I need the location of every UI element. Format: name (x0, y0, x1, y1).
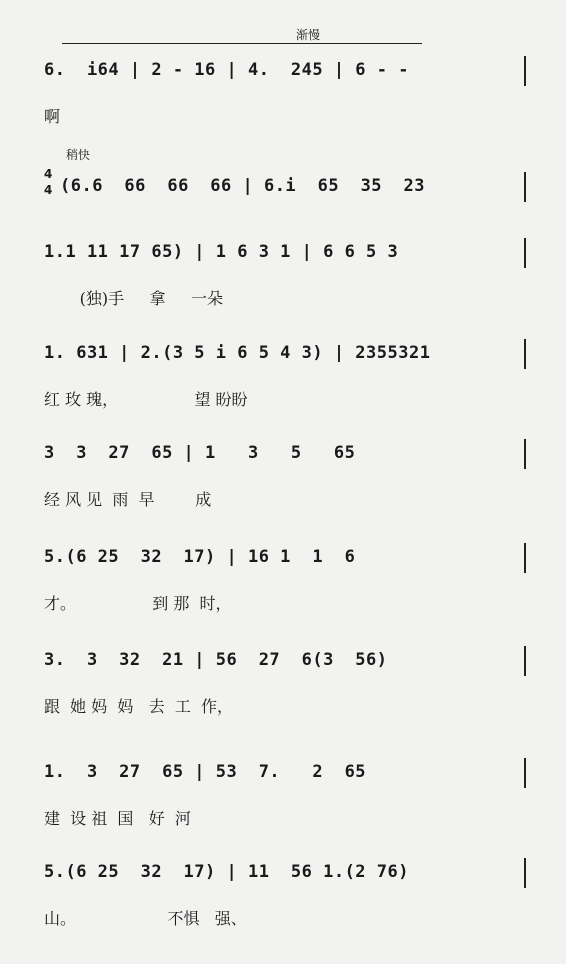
notes-row-6: 5.(6 25 32 17) | 16 1 1 6 (44, 547, 367, 567)
expression-rit: 渐慢 (296, 28, 321, 42)
barline-end (524, 439, 526, 469)
lyrics-row-6: 才。 到 那 时， (44, 594, 232, 613)
lyrics-row-5: 经 风 见 雨 早 成 (44, 490, 212, 509)
expression-tempo: 稍快 (66, 148, 91, 162)
barline-end (524, 858, 526, 888)
score-row-2 (0, 176, 566, 236)
score-row-9 (0, 862, 566, 928)
score-row-1 (0, 60, 566, 126)
barline-end (524, 543, 526, 573)
lyrics-row-7: 跟 她 妈 妈 去 工 作， (44, 697, 234, 716)
lyrics-row-9: 山。 不惧 强、 (44, 909, 247, 928)
barline-end (524, 56, 526, 86)
lyrics-row-1: 啊 (44, 107, 61, 126)
lyrics-row-8: 建 设 祖 国 好 河 (44, 809, 191, 828)
notes-row-9: 5.(6 25 32 17) | 11 56 1.(2 76) (44, 862, 420, 882)
notes-row-5: 3 3 27 65 | 1 3 5 65 (44, 443, 367, 463)
lyrics-row-3: (独)手 拿 一朵 (44, 289, 223, 308)
score-row-8 (0, 762, 566, 828)
notes-row-1: 6. i64 | 2 - 16 | 4. 245 | 6 - - (44, 60, 420, 80)
barline-end (524, 339, 526, 369)
barline-end (524, 646, 526, 676)
score-row-6 (0, 547, 566, 613)
notes-row-3: 1.1 11 17 65) | 1 6 3 1 | 6 6 5 3 (44, 242, 409, 262)
barline-end (524, 172, 526, 202)
rit-line (62, 43, 422, 44)
score-row-7 (0, 650, 566, 716)
notes-row-7: 3. 3 32 21 | 56 27 6(3 56) (44, 650, 399, 670)
score-row-3 (0, 242, 566, 308)
score-row-5 (0, 443, 566, 509)
time-signature-den: 4 (44, 183, 53, 197)
barline-end (524, 238, 526, 268)
score-row-4 (0, 343, 566, 409)
notes-row-8: 1. 3 27 65 | 53 7. 2 65 (44, 762, 377, 782)
barline-end (524, 758, 526, 788)
lyrics-row-4: 红 玫 瑰， 望 盼盼 (44, 390, 248, 409)
notes-row-4: 1. 631 | 2.(3 5 i 6 5 4 3) | 2355321 (44, 343, 442, 363)
time-signature-num: 4 (44, 167, 53, 181)
notes-row-2: (6.6 66 66 66 | 6.i 65 35 23 (60, 176, 436, 196)
